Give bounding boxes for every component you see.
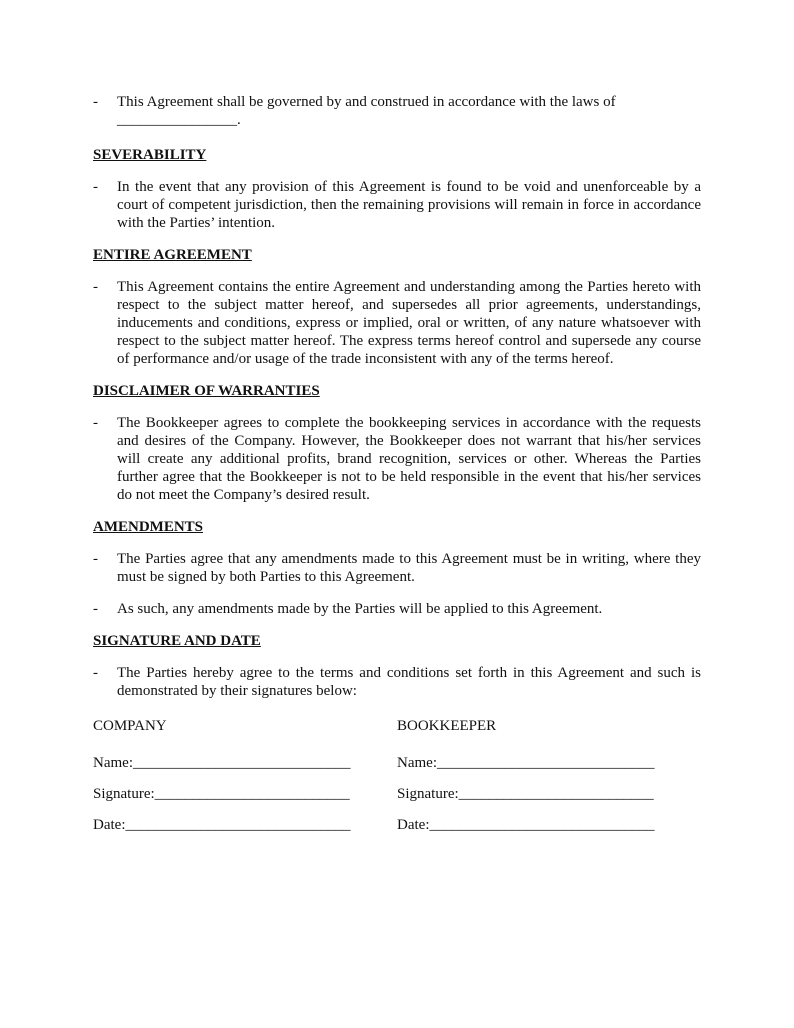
- disclaimer-clause: [93, 414, 701, 504]
- amendments-clause-1: [93, 550, 701, 586]
- bullet-dash: -: [93, 415, 98, 431]
- section-heading-signature: SIGNATURE AND DATE: [93, 633, 261, 649]
- governing-law-text: This Agreement shall be governed by and construed in accordance with the laws of: [117, 94, 616, 110]
- severability-text: In the event that any provision of this Agreement is found to be void and unenforceable by a court of competent jurisdiction, then the remaining provisions will remain in force in accordance with the Parties’ intention.: [117, 179, 701, 231]
- bullet-dash: -: [93, 179, 98, 195]
- bookkeeper-date-field: Date:______________________________: [397, 817, 655, 833]
- company-name-field: Name:_____________________________: [93, 755, 351, 771]
- company-signature-column: [93, 717, 397, 847]
- disclaimer-text: The Bookkeeper agrees to complete the bookkeeping services in accordance with the requests and desires of the Company. However, the Bookkeeper does not warrant that his/her services will create any additional profits, brand recognition, services or other. Whereas the Parties further agree that the Bookkeeper is not to be held responsible in the event that his/her services do not meet the Company’s desired result.: [117, 415, 701, 503]
- bookkeeper-signature-field: Signature:__________________________: [397, 786, 654, 802]
- signature-clause: [93, 664, 701, 700]
- section-heading-amendments: AMENDMENTS: [93, 519, 204, 535]
- bullet-dash: -: [93, 601, 98, 617]
- governing-law-blank: ________________.: [117, 112, 241, 128]
- company-signature-field: Signature:__________________________: [93, 786, 350, 802]
- entire-agreement-text: This Agreement contains the entire Agreement and understanding among the Parties hereto with respect to the subject matter hereof, and supersedes all prior agreements, understandings, inducements and conditions, express or implied, oral or written, of any nature whatsoever with respect to the subject matter hereof. The express terms hereof control and supersede any course of performance and/or usage of the trade inconsistent with any of the terms hereof.: [117, 279, 701, 367]
- company-label: COMPANY: [93, 718, 167, 734]
- bookkeeper-label: BOOKKEEPER: [397, 718, 497, 734]
- company-date-field: Date:______________________________: [93, 817, 351, 833]
- bullet-dash: -: [93, 279, 98, 295]
- section-heading-entire-agreement: ENTIRE AGREEMENT: [93, 247, 252, 263]
- bullet-dash: -: [93, 551, 98, 567]
- section-heading-severability: SEVERABILITY: [93, 147, 207, 163]
- section-heading-disclaimer: DISCLAIMER OF WARRANTIES: [93, 383, 320, 399]
- entire-agreement-clause: [93, 278, 701, 368]
- signature-intro-text: The Parties hereby agree to the terms and conditions set forth in this Agreement and such is demonstrated by their signatures below:: [117, 665, 701, 699]
- governing-law-clause: [93, 93, 701, 129]
- amendments-text-1: The Parties agree that any amendments made to this Agreement must be in writing, where they must be signed by both Parties to this Agreement.: [117, 551, 701, 585]
- bullet-dash: -: [93, 94, 98, 110]
- amendments-text-2: As such, any amendments made by the Parties will be applied to this Agreement.: [117, 601, 603, 617]
- signature-block: [93, 717, 701, 847]
- severability-clause: [93, 178, 701, 232]
- amendments-clause-2: [93, 600, 701, 618]
- bullet-dash: -: [93, 665, 98, 681]
- bookkeeper-name-field: Name:_____________________________: [397, 755, 655, 771]
- bookkeeper-signature-column: [397, 717, 697, 847]
